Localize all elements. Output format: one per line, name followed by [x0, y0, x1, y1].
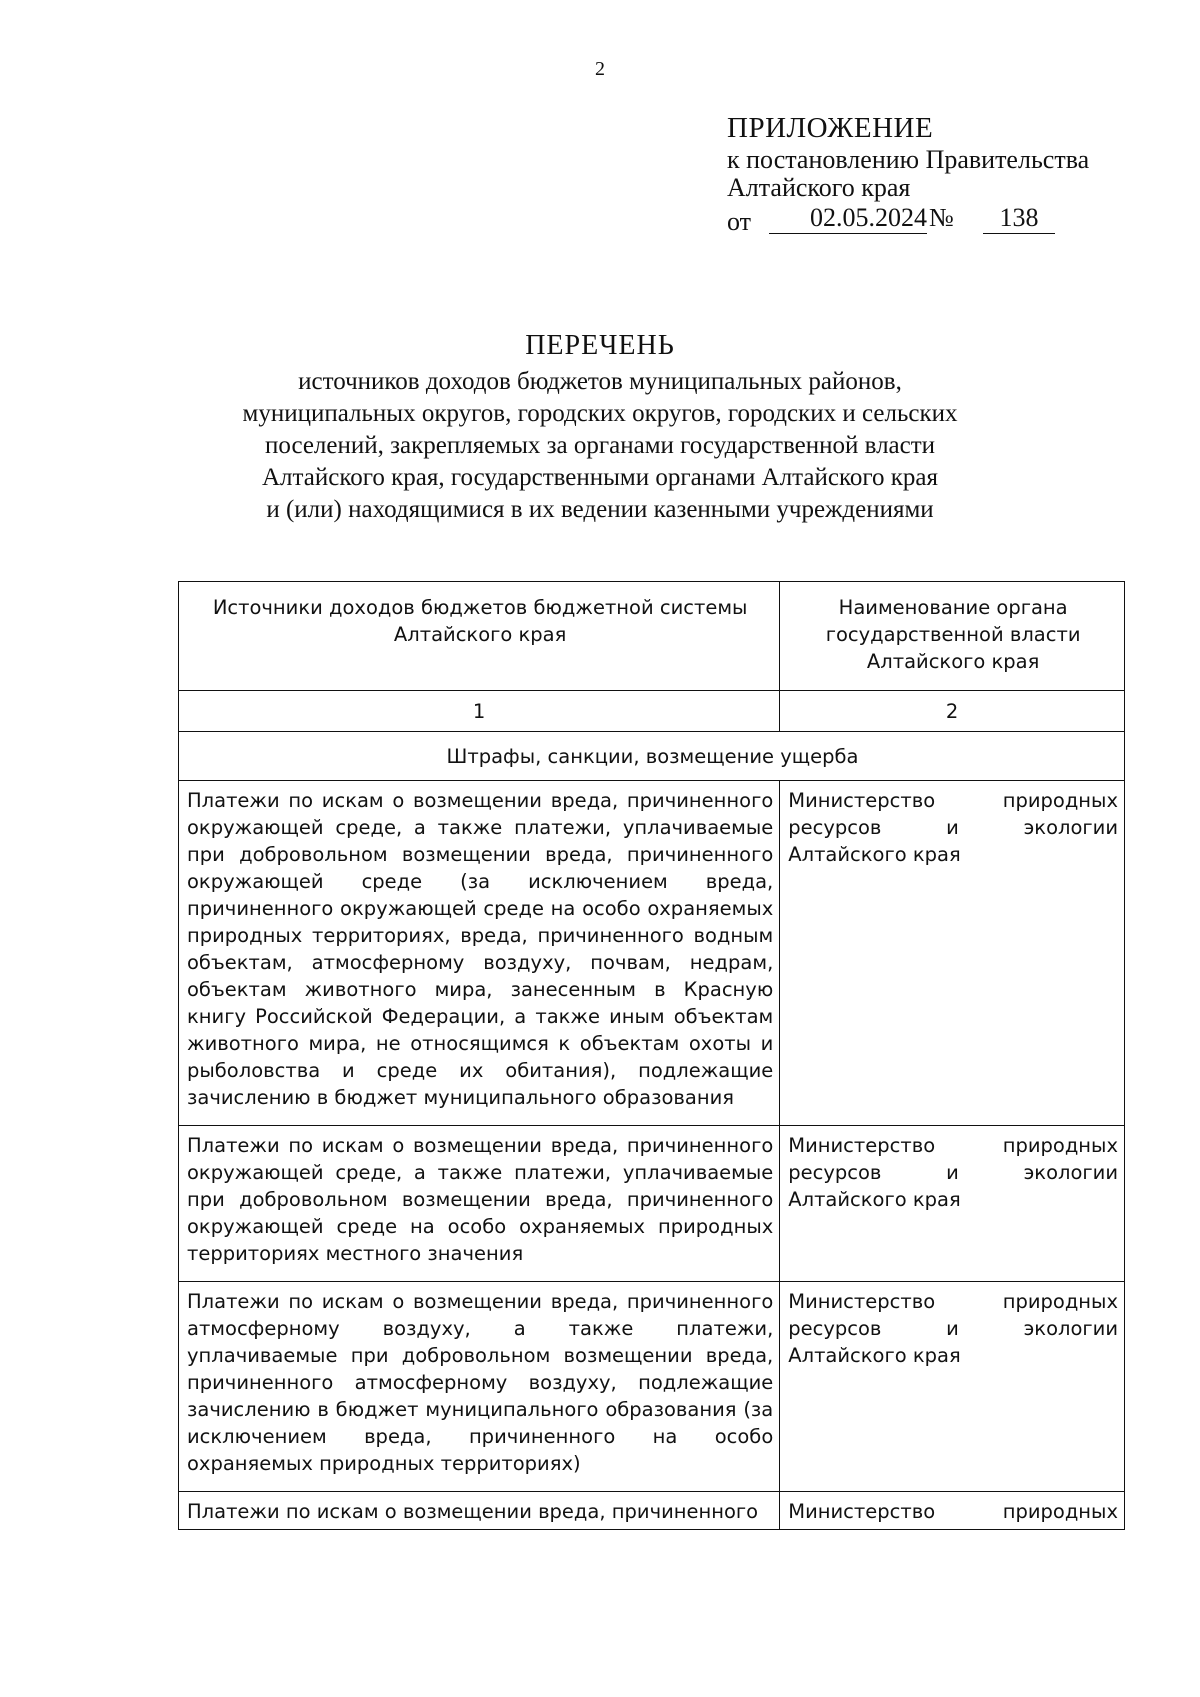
revenue-source-cell: Платежи по искам о возмещении вреда, причиненного — [179, 1492, 780, 1530]
subtitle-line: Алтайского края, государственными органами Алтайского края — [262, 464, 938, 491]
authority-cell: Министерство природных — [780, 1492, 1125, 1530]
column-number-row — [179, 691, 1125, 732]
list-title: ПЕРЕЧЕНЬ — [525, 330, 675, 361]
appendix-block — [727, 114, 1147, 238]
table-header-row — [179, 582, 1125, 691]
table-row — [179, 781, 1125, 1126]
table-row — [179, 1126, 1125, 1282]
authority-cell: Министерство природных ресурсов и экологии Алтайского края — [780, 1282, 1125, 1492]
subtitle-line: и (или) находящимися в их ведении казенными учреждениями — [266, 496, 934, 523]
number-sign: № — [929, 203, 954, 232]
section-row — [179, 732, 1125, 781]
table-row — [179, 1492, 1125, 1530]
table-row — [179, 1282, 1125, 1492]
revenue-source-cell: Платежи по искам о возмещении вреда, причиненного окружающей среде, а также платежи, уплачиваемые при добровольном возмещении вреда, причиненного окружающей среде на особо охраняемых природных территориях местного значения — [179, 1126, 780, 1282]
resolution-date: 02.05.2024 — [769, 204, 927, 234]
subtitle-line: источников доходов бюджетов муниципальных районов, — [298, 368, 902, 395]
column-number-1: 1 — [179, 691, 780, 732]
revenue-source-cell: Платежи по искам о возмещении вреда, причиненного атмосферному воздуху, а также платежи, уплачиваемые при добровольном возмещении вреда, причиненного атмосферному воздуху, подлежащие зачислению в бюджет муниципального образования (за исключением вреда, причиненного на особо охраняемых природных территориях) — [179, 1282, 780, 1492]
appendix-title: ПРИЛОЖЕНИЕ — [727, 112, 934, 144]
appendix-date-line — [727, 204, 1147, 238]
appendix-line-2: Алтайского края — [727, 173, 911, 202]
header-sources: Источники доходов бюджетов бюджетной системы Алтайского края — [179, 582, 780, 691]
from-label: от — [727, 207, 752, 236]
revenue-sources-table — [178, 581, 1125, 1530]
subtitle-line: поселений, закрепляемых за органами государственной власти — [264, 432, 936, 459]
page-number: 2 — [595, 58, 605, 80]
column-number-2: 2 — [780, 691, 1125, 732]
authority-cell: Министерство природных ресурсов и экологии Алтайского края — [780, 1126, 1125, 1282]
section-title: Штрафы, санкции, возмещение ущерба — [179, 732, 1125, 781]
resolution-number: 138 — [983, 204, 1055, 234]
revenue-source-cell: Платежи по искам о возмещении вреда, причиненного окружающей среде, а также платежи, уплачиваемые при добровольном возмещении вреда, причиненного окружающей среде (за исключением вреда, причиненного окружающей среде на особо охраняемых природных территориях, вреда, причиненного водным объектам, атмосферному воздуху, почвам, недрам, объектам животного мира, занесенным в Красную книгу Российской Федерации, а также иным объектам животного мира, не относящимся к объектам охоты и рыболовства и среде их обитания), подлежащие зачислению в бюджет муниципального образования — [179, 781, 780, 1126]
list-subtitle — [200, 366, 1000, 526]
header-authority: Наименование органа государственной власти Алтайского края — [780, 582, 1125, 691]
authority-cell: Министерство природных ресурсов и экологии Алтайского края — [780, 781, 1125, 1126]
appendix-line-1: к постановлению Правительства — [727, 145, 1090, 174]
subtitle-line: муниципальных округов, городских округов, городских и сельских — [242, 400, 958, 427]
